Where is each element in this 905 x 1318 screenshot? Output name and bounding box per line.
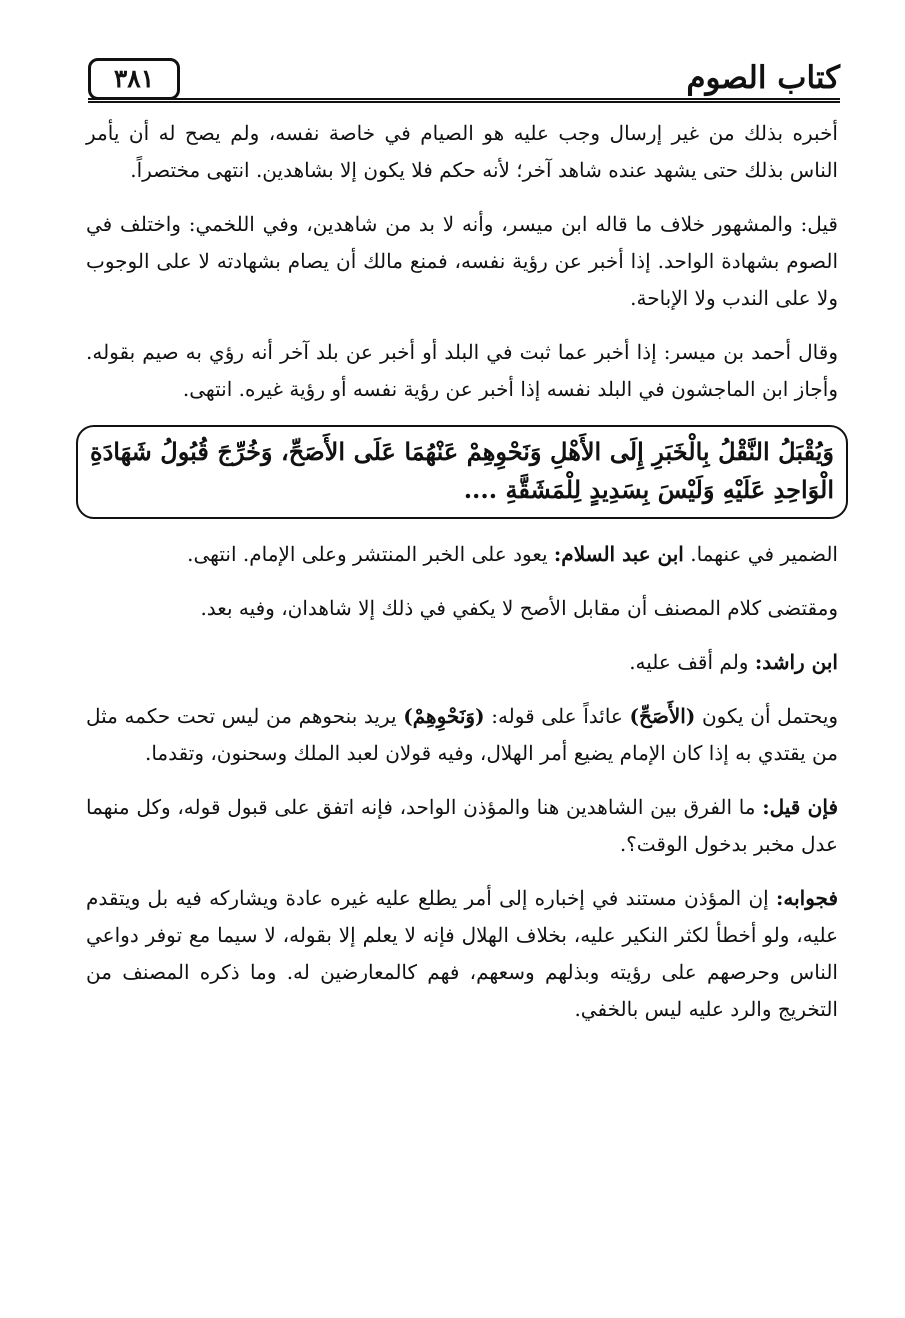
paragraph-4-rest: يعود على الخبر المنتشر وعلى الإمام. انتهى. bbox=[187, 542, 548, 566]
paragraph-4-lead: الضمير في عنهما. bbox=[690, 542, 838, 566]
objection-label: فإن قيل: bbox=[762, 795, 839, 819]
paragraph-6-rest: ولم أقف عليه. bbox=[629, 650, 749, 674]
running-head-title: كتاب الصوم bbox=[686, 60, 840, 96]
paragraph-8 bbox=[86, 789, 838, 863]
quoted-term-asahh: (الأَصَحِّ) bbox=[629, 704, 696, 728]
paragraph-3: وقال أحمد بن ميسر: إذا أخبر عما ثبت في البلد أو أخبر عن بلد آخر أنه رؤي به صيم بقوله. وأجاز ابن الماجشون في البلد نفسه إذا أخبر عن رؤية نفسه أو رؤية غيره. انتهى. bbox=[86, 340, 838, 401]
paragraph-7 bbox=[86, 698, 838, 772]
paragraph-7-part-c: يريد بنحوهم من ليس تحت حكمه مثل من يقتدي به إذا كان الإمام يضيع أمر الهلال، وفيه قولان لعبد الملك وسحنون، وتقدما. bbox=[86, 704, 838, 765]
page-number-frame bbox=[88, 58, 180, 100]
paragraph-5: ومقتضى كلام المصنف أن مقابل الأصح لا يكفي في ذلك إلا شاهدان، وفيه بعد. bbox=[200, 596, 838, 620]
quoted-term-nahwihim: (وَنَحْوِهِمْ) bbox=[403, 704, 485, 728]
page-body bbox=[86, 115, 838, 1045]
answer-label: فجوابه: bbox=[775, 886, 839, 910]
paragraph-9 bbox=[86, 880, 838, 1028]
paragraph-9-rest: إن المؤذن مستند في إخباره إلى أمر يطلع عليه غيره عادة ويشاركه فيه بل ويتقدم عليه، ولو أخطأ لكثر النكير عليه، بخلاف الهلال فإنه لا يعلم إلا بقوله، لا سيما مع توفر دواعي الناس وحرصهم على رؤيته وبذلهم وسعهم، فهم كالمعارضين له. وما ذكره المصنف من التخريج والرد عليه ليس بالخفي. bbox=[86, 886, 838, 1021]
matn-text: وَيُقْبَلُ النَّقْلُ بِالْخَبَرِ إِلَى الأَهْلِ وَنَحْوِهِمْ عَنْهُمَا عَلَى الأَصَحِّ، وَخُرِّجَ قُبُولُ شَهَادَةِ الْوَاحِدِ عَلَيْهِ وَلَيْسَ بِسَدِيدٍ لِلْمَشَقَّةِ .... bbox=[90, 437, 834, 504]
paragraph-6 bbox=[86, 644, 838, 681]
paragraph-7-part-a: ويحتمل أن يكون bbox=[701, 704, 839, 728]
paragraph-4 bbox=[86, 536, 838, 573]
paragraph-8-rest: ما الفرق بين الشاهدين هنا والمؤذن الواحد، فإنه اتفق على قبول قوله، وكل منهما عدل مخبر بدخول الوقت؟. bbox=[86, 795, 838, 856]
header-double-rule bbox=[88, 98, 840, 103]
paragraph-7-part-b: عائداً على قوله: bbox=[491, 704, 623, 728]
paragraph-1: أخبره بذلك من غير إرسال وجب عليه هو الصيام في خاصة نفسه، ولم يصح له أن يأمر الناس بذلك حتى يشهد عنده شاهد آخر؛ لأنه حكم فلا يكون إلا بشاهدين. انتهى مختصراً. bbox=[86, 121, 838, 182]
page-header bbox=[88, 58, 840, 104]
page-number: ٣٨١ bbox=[113, 64, 155, 93]
matn-text-box bbox=[76, 425, 848, 519]
scholar-name-ibn-rashid: ابن راشد: bbox=[754, 650, 838, 674]
paragraph-2: قيل: والمشهور خلاف ما قاله ابن ميسر، وأنه لا بد من شاهدين، وفي اللخمي: واختلف في الصوم بشهادة الواحد. إذا أخبر عن رؤية نفسه، فمنع مالك أن يصام بشهادته لا على الوجوب ولا على الندب ولا الإباحة. bbox=[86, 212, 838, 310]
scholar-name-ibn-abd-al-salam: ابن عبد السلام: bbox=[553, 542, 684, 566]
